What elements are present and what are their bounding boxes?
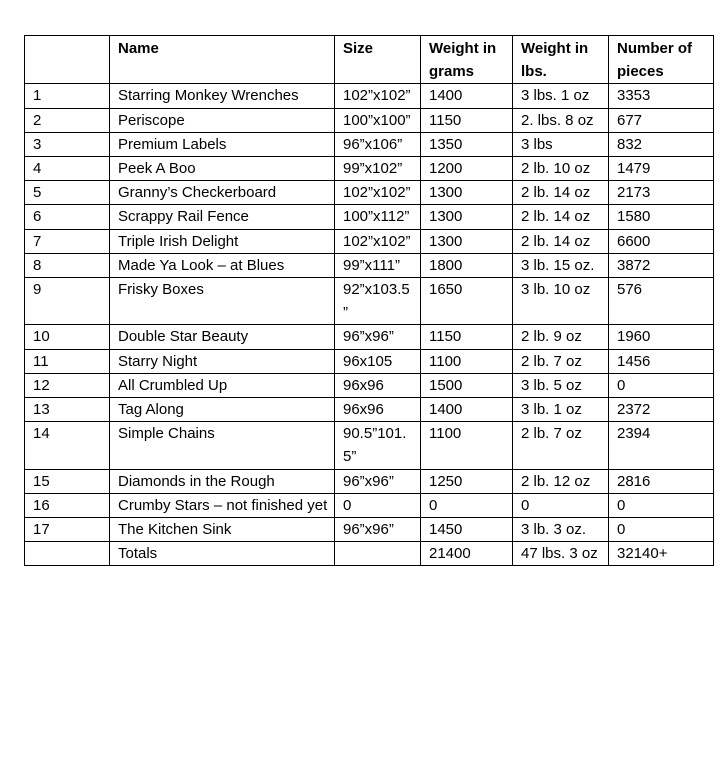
table-row (25, 132, 714, 156)
cell-weight-grams: 0 (421, 493, 513, 517)
cell-number: 6 (25, 205, 110, 229)
cell-size: 102”x102” (335, 229, 421, 253)
cell-weight-grams: 1150 (421, 325, 513, 349)
cell-weight-grams: 1350 (421, 132, 513, 156)
cell-name: Crumby Stars – not finished yet (110, 493, 335, 517)
cell-number: 3 (25, 132, 110, 156)
cell-number: 2 (25, 108, 110, 132)
table-row (25, 253, 714, 277)
totals-size-cell (335, 542, 421, 566)
cell-weight-grams: 1300 (421, 229, 513, 253)
header-row (25, 36, 714, 84)
cell-size: 0 (335, 493, 421, 517)
table-row (25, 398, 714, 422)
cell-number: 4 (25, 157, 110, 181)
cell-weight-lbs: 3 lbs. 1 oz (513, 84, 609, 108)
cell-weight-lbs: 2 lb. 12 oz (513, 469, 609, 493)
table-row (25, 108, 714, 132)
cell-number: 16 (25, 493, 110, 517)
cell-number: 7 (25, 229, 110, 253)
cell-size: 92”x103.5” (335, 278, 421, 325)
header-weight-grams: Weight in grams (421, 36, 513, 84)
cell-number-of-pieces: 0 (609, 518, 714, 542)
cell-number-of-pieces: 576 (609, 278, 714, 325)
cell-weight-grams: 1300 (421, 205, 513, 229)
cell-size: 100”x100” (335, 108, 421, 132)
cell-number-of-pieces: 2372 (609, 398, 714, 422)
cell-weight-grams: 1450 (421, 518, 513, 542)
cell-number: 5 (25, 181, 110, 205)
cell-name: Starry Night (110, 349, 335, 373)
cell-number-of-pieces: 1580 (609, 205, 714, 229)
cell-size: 90.5”101.5” (335, 422, 421, 469)
table-row (25, 349, 714, 373)
cell-weight-grams: 1650 (421, 278, 513, 325)
cell-weight-lbs: 3 lb. 3 oz. (513, 518, 609, 542)
table-row (25, 157, 714, 181)
cell-weight-lbs: 2 lb. 9 oz (513, 325, 609, 349)
cell-size: 96”x96” (335, 325, 421, 349)
cell-name: Granny’s Checkerboard (110, 181, 335, 205)
cell-number-of-pieces: 0 (609, 373, 714, 397)
cell-number-of-pieces: 2394 (609, 422, 714, 469)
cell-number-of-pieces: 2816 (609, 469, 714, 493)
cell-name: Periscope (110, 108, 335, 132)
cell-weight-lbs: 2 lb. 10 oz (513, 157, 609, 181)
cell-weight-grams: 1500 (421, 373, 513, 397)
cell-number-of-pieces: 0 (609, 493, 714, 517)
cell-size: 96”x96” (335, 469, 421, 493)
cell-weight-lbs: 0 (513, 493, 609, 517)
cell-name: Diamonds in the Rough (110, 469, 335, 493)
cell-weight-lbs: 3 lb. 10 oz (513, 278, 609, 325)
cell-name: Premium Labels (110, 132, 335, 156)
cell-size: 99”x102” (335, 157, 421, 181)
cell-weight-lbs: 2 lb. 14 oz (513, 205, 609, 229)
cell-number-of-pieces: 6600 (609, 229, 714, 253)
cell-name: Double Star Beauty (110, 325, 335, 349)
quilt-inventory-table (24, 35, 714, 566)
cell-name: Made Ya Look – at Blues (110, 253, 335, 277)
table-row (25, 181, 714, 205)
cell-weight-lbs: 2 lb. 7 oz (513, 349, 609, 373)
cell-name: Peek A Boo (110, 157, 335, 181)
cell-name: Tag Along (110, 398, 335, 422)
totals-weight-grams: 21400 (421, 542, 513, 566)
cell-size: 102”x102” (335, 84, 421, 108)
cell-weight-lbs: 3 lb. 5 oz (513, 373, 609, 397)
table-row (25, 84, 714, 108)
header-size: Size (335, 36, 421, 84)
cell-weight-lbs: 2 lb. 14 oz (513, 181, 609, 205)
cell-number: 9 (25, 278, 110, 325)
cell-name: Scrappy Rail Fence (110, 205, 335, 229)
table-row (25, 373, 714, 397)
cell-size: 102”x102” (335, 181, 421, 205)
cell-number: 1 (25, 84, 110, 108)
header-number (25, 36, 110, 84)
cell-weight-grams: 1300 (421, 181, 513, 205)
header-number-of-pieces: Number of pieces (609, 36, 714, 84)
cell-number: 14 (25, 422, 110, 469)
cell-weight-lbs: 2. lbs. 8 oz (513, 108, 609, 132)
table-row (25, 229, 714, 253)
cell-number-of-pieces: 1456 (609, 349, 714, 373)
table-row (25, 493, 714, 517)
cell-size: 99”x111” (335, 253, 421, 277)
cell-name: The Kitchen Sink (110, 518, 335, 542)
cell-number: 8 (25, 253, 110, 277)
cell-weight-lbs: 2 lb. 14 oz (513, 229, 609, 253)
cell-number: 10 (25, 325, 110, 349)
cell-number-of-pieces: 2173 (609, 181, 714, 205)
cell-number: 13 (25, 398, 110, 422)
cell-number: 17 (25, 518, 110, 542)
cell-weight-grams: 1400 (421, 398, 513, 422)
totals-weight-lbs: 47 lbs. 3 oz (513, 542, 609, 566)
cell-number: 11 (25, 349, 110, 373)
cell-size: 96”x96” (335, 518, 421, 542)
cell-weight-lbs: 3 lb. 15 oz. (513, 253, 609, 277)
cell-weight-grams: 1400 (421, 84, 513, 108)
cell-size: 96x96 (335, 398, 421, 422)
cell-number: 15 (25, 469, 110, 493)
totals-label: Totals (110, 542, 335, 566)
cell-weight-lbs: 3 lb. 1 oz (513, 398, 609, 422)
cell-number-of-pieces: 1960 (609, 325, 714, 349)
cell-name: Starring Monkey Wrenches (110, 84, 335, 108)
table-row (25, 278, 714, 325)
cell-number: 12 (25, 373, 110, 397)
cell-size: 96x105 (335, 349, 421, 373)
cell-size: 96x96 (335, 373, 421, 397)
cell-number-of-pieces: 3872 (609, 253, 714, 277)
totals-row (25, 542, 714, 566)
cell-number-of-pieces: 3353 (609, 84, 714, 108)
cell-number-of-pieces: 1479 (609, 157, 714, 181)
cell-size: 100”x112” (335, 205, 421, 229)
cell-weight-lbs: 3 lbs (513, 132, 609, 156)
cell-weight-grams: 1150 (421, 108, 513, 132)
cell-weight-grams: 1800 (421, 253, 513, 277)
header-weight-lbs: Weight in lbs. (513, 36, 609, 84)
table-row (25, 325, 714, 349)
table-row (25, 518, 714, 542)
cell-weight-lbs: 2 lb. 7 oz (513, 422, 609, 469)
cell-name: Simple Chains (110, 422, 335, 469)
cell-name: All Crumbled Up (110, 373, 335, 397)
cell-name: Triple Irish Delight (110, 229, 335, 253)
totals-number-cell (25, 542, 110, 566)
table-row (25, 422, 714, 469)
cell-size: 96”x106” (335, 132, 421, 156)
totals-number-of-pieces: 32140+ (609, 542, 714, 566)
cell-number-of-pieces: 832 (609, 132, 714, 156)
cell-weight-grams: 1200 (421, 157, 513, 181)
table-row (25, 469, 714, 493)
cell-name: Frisky Boxes (110, 278, 335, 325)
cell-number-of-pieces: 677 (609, 108, 714, 132)
cell-weight-grams: 1100 (421, 349, 513, 373)
cell-weight-grams: 1100 (421, 422, 513, 469)
table-body (25, 84, 714, 542)
table-row (25, 205, 714, 229)
cell-weight-grams: 1250 (421, 469, 513, 493)
header-name: Name (110, 36, 335, 84)
